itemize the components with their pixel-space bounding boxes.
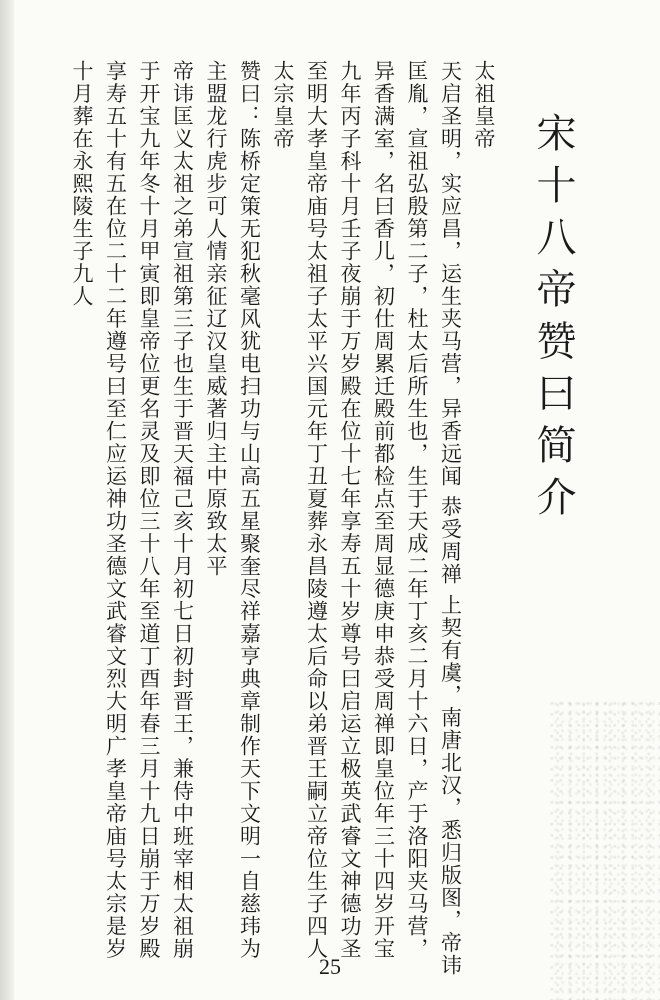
text-column-10: 帝讳匡义太祖之弟宣祖第三子也生于晋天福己亥十月初七日初封晋王，兼侍中班宰相太祖崩: [170, 60, 195, 960]
text-column-12: 享寿五十有五在位二十二年遵号曰至仁应运神功圣德文武睿文烈大明广孝皇帝庙号太宗是岁: [103, 60, 128, 960]
scan-edge-shadow: [0, 0, 14, 1000]
page-title: 宋十八帝赞曰简介: [530, 112, 576, 528]
text-column-5: 九年丙子科十月壬子夜崩于万岁殿在位十七年享寿五十岁尊号曰启运立极英武睿文神德功圣: [338, 60, 362, 960]
text-column-11: 于开宝九年冬十月甲寅即皇帝位更名灵及即位三十八年至道丁酉年春三月十九日崩于万岁殿: [137, 60, 161, 960]
text-column-13: 十月葬在永熙陵生子九人: [70, 60, 94, 308]
text-column-3: 匡胤，宣祖弘殷第二子，杜太后所生也，生于天成二年丁亥二月十六日，产于洛阳夹马营，: [405, 60, 429, 960]
page-number: 25: [319, 954, 341, 979]
text-column-7: 太宗皇帝: [271, 60, 295, 150]
text-column-6: 至明大孝皇帝庙号太祖子太平兴国元年丁丑夏葬永昌陵遵太后命以弟晋王嗣立帝位生子四人: [304, 60, 329, 960]
text-column-8: 赞曰：陈桥定策无犯秋毫风犹电扫功与山高五星聚奎尽祥嘉亨典章制作天下文明一自慈玮为: [237, 60, 262, 960]
text-column-4: 异香满室，名曰香儿，初仕周累迁殿前都检点至周显德庚申恭受周禅即皇位年三十四岁开宝: [371, 60, 396, 960]
text-column-1: 太祖皇帝: [472, 60, 496, 150]
text-column-2: 天启圣明，实应昌，运生夹马营，异香远闻 恭受周禅 上契有虞，南唐北汉，悉归版图，帝讳: [438, 60, 463, 977]
text-column-9: 主盟龙行虎步可人情亲征辽汉皇威著归主中原致太平: [204, 60, 228, 578]
